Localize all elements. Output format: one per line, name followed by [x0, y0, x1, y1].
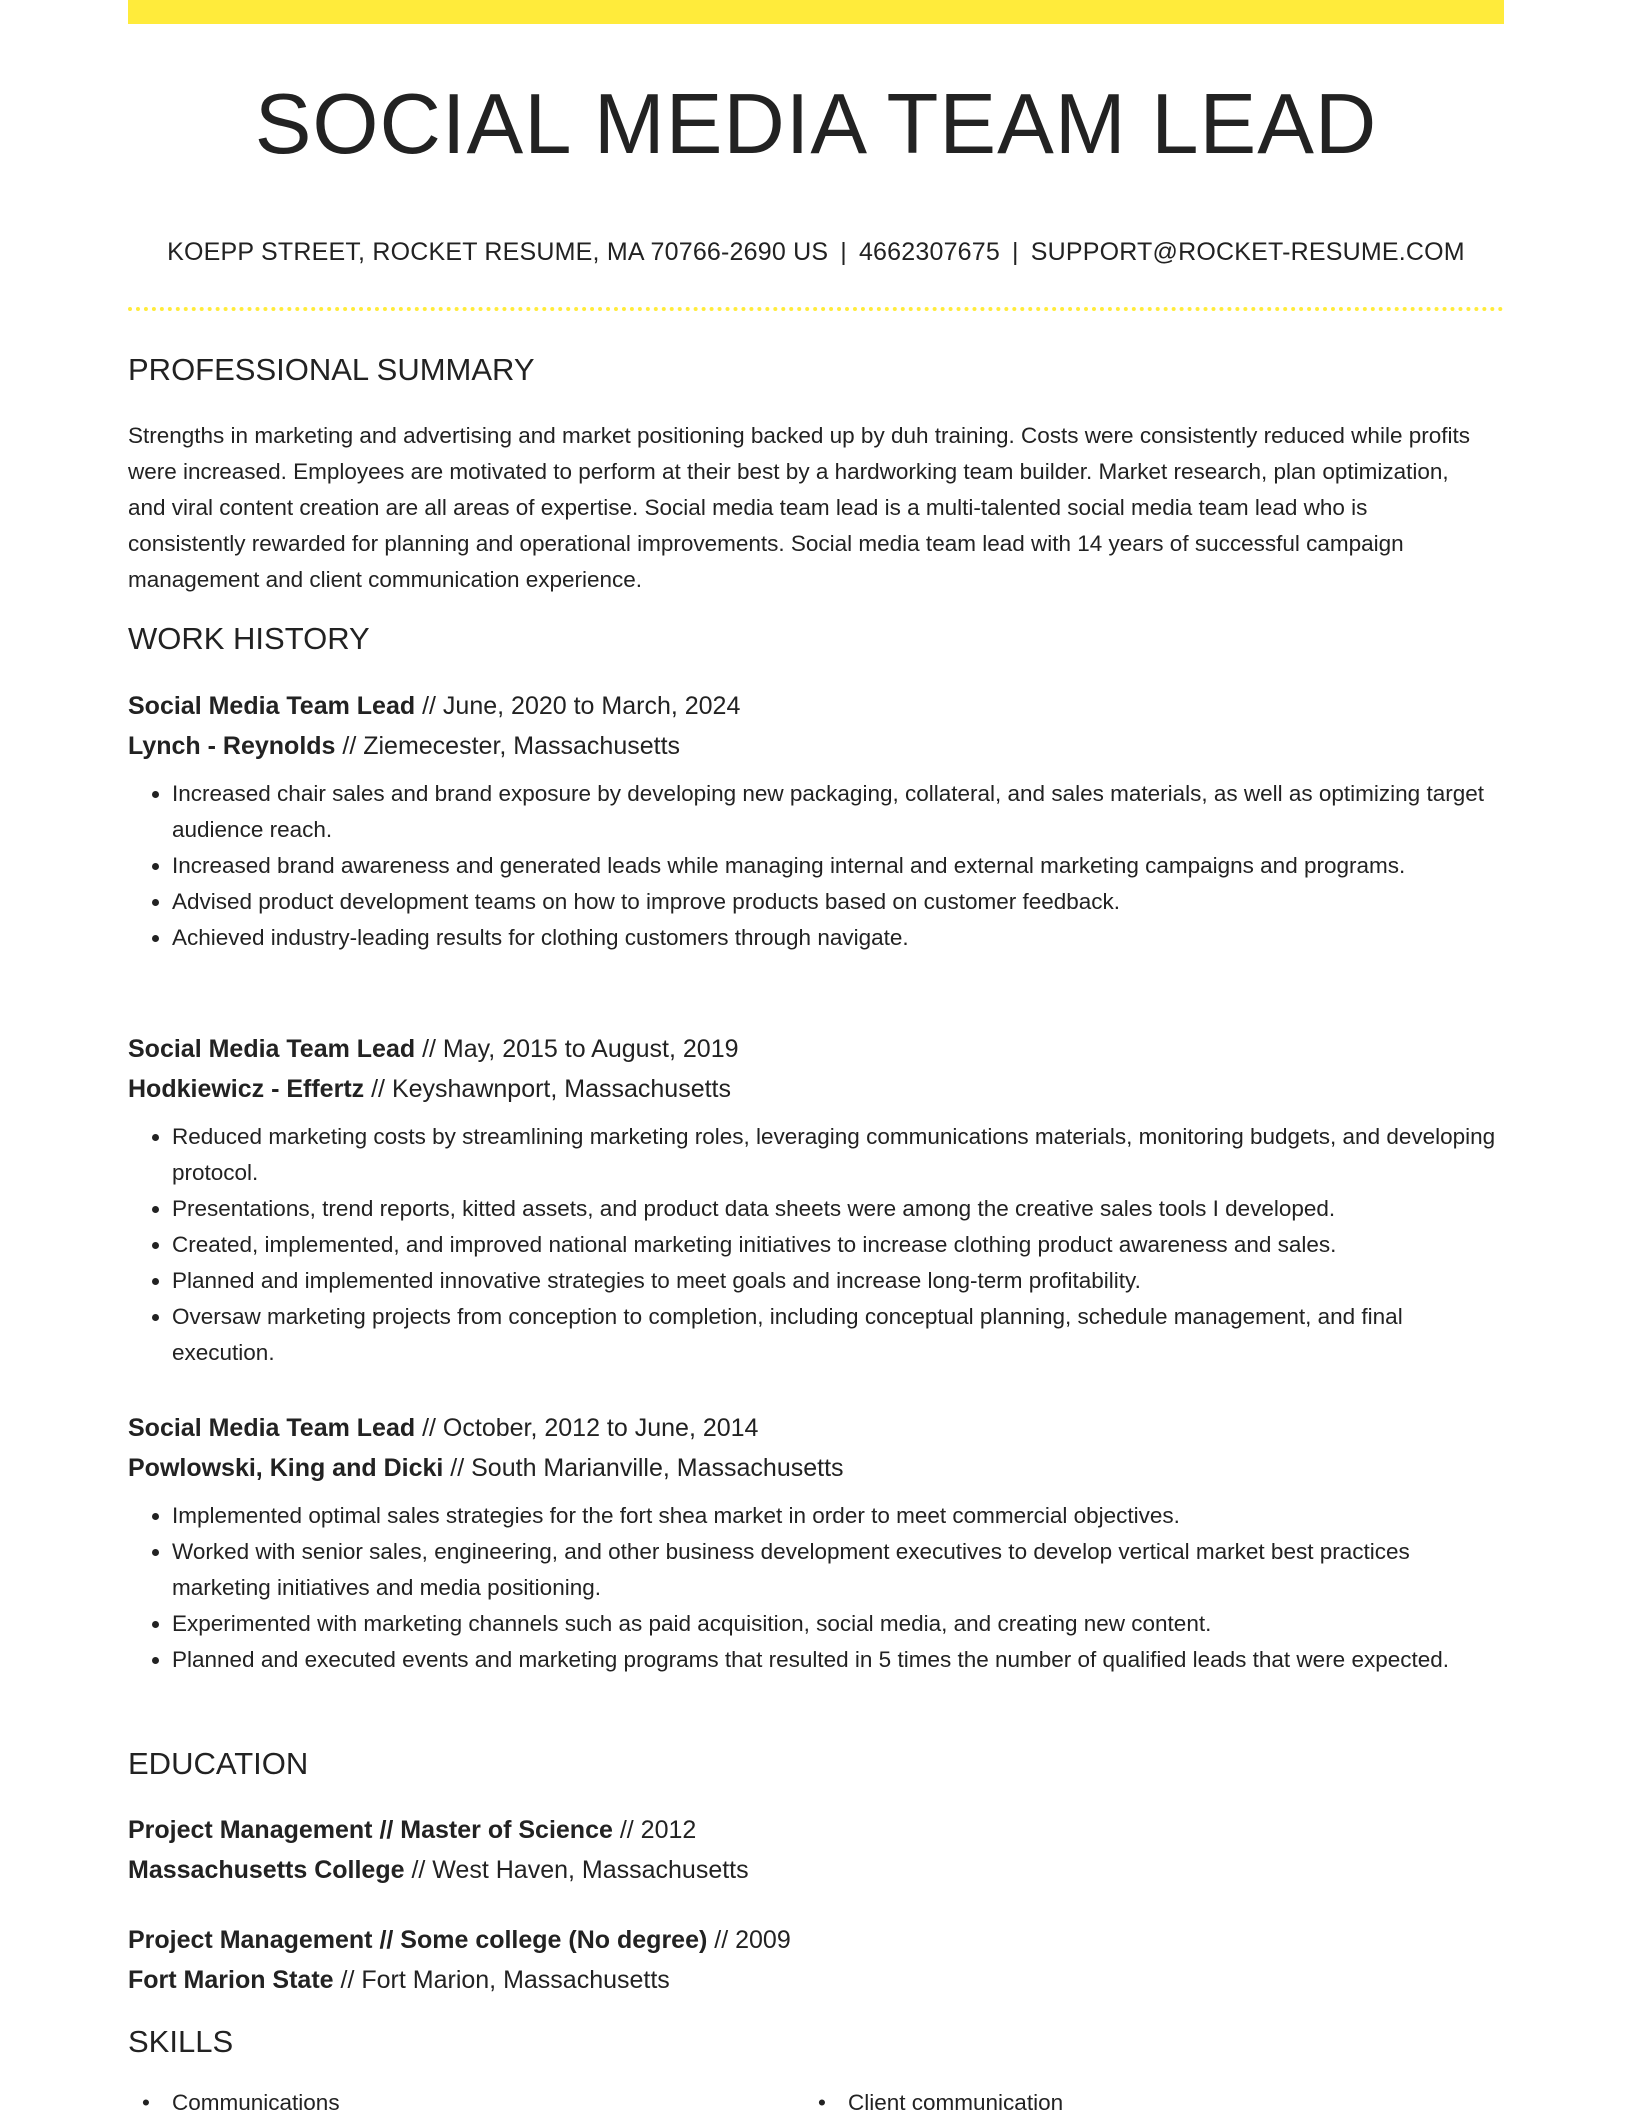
job-bullets: [128, 1119, 1508, 1371]
job-role: Social Media Team Lead: [128, 1414, 416, 1442]
job-bullet: • Worked with senior sales, engineering, and other business development executives to develop vertical market best practices marketing initiatives and media positioning.: [172, 1534, 1508, 1606]
education-location: // West Haven, Massachusetts: [411, 1856, 749, 1884]
job-bullet: • Presentations, trend reports, kitted assets, and product data sheets were among the creative sales tools I developed.: [172, 1191, 1508, 1227]
job-company: Lynch - Reynolds: [128, 732, 336, 760]
job-location: // South Marianville, Massachusetts: [450, 1454, 844, 1482]
job-location: // Ziemecester, Massachusetts: [342, 732, 681, 760]
job-bullet: • Planned and implemented innovative strategies to meet goals and increase long-term profitability.: [172, 1263, 1508, 1299]
job-role-line: [128, 686, 1508, 726]
education-heading: EDUCATION: [128, 1746, 309, 1781]
education-location: // Fort Marion, Massachusetts: [340, 1966, 670, 1994]
job-dates: // October, 2012 to June, 2014: [422, 1414, 759, 1442]
work-history-heading: WORK HISTORY: [128, 621, 370, 656]
job-role-line: [128, 1408, 1508, 1448]
education-school: Massachusetts College: [128, 1856, 405, 1884]
job-role: Social Media Team Lead: [128, 1035, 416, 1063]
job-location: // Keyshawnport, Massachusetts: [371, 1075, 731, 1103]
contact-address: KOEPP STREET, ROCKET RESUME, MA 70766-2690 US: [167, 238, 829, 266]
contact-line: [128, 238, 1504, 267]
job-dates: // May, 2015 to August, 2019: [422, 1035, 739, 1063]
education-school-line: [128, 1850, 1508, 1890]
job-bullet: • Planned and executed events and marketing programs that resulted in 5 times the number of qualified leads that were expected.: [172, 1642, 1508, 1678]
dotted-divider: [128, 307, 1504, 311]
job-company: Powlowski, King and Dicki: [128, 1454, 444, 1482]
contact-separator: |: [840, 238, 847, 266]
education-school-line: [128, 1960, 1508, 2000]
resume-title: SOCIAL MEDIA TEAM LEAD: [254, 77, 1378, 172]
job-bullets: [128, 776, 1508, 956]
job-bullet: • Advised product development teams on how to improve products based on customer feedback.: [172, 884, 1508, 920]
job-role: Social Media Team Lead: [128, 692, 416, 720]
contact-separator: |: [1012, 238, 1019, 266]
job-company-line: [128, 1448, 1508, 1488]
education-degree-line: [128, 1920, 1508, 1960]
job-bullet: • Oversaw marketing projects from conception to completion, including conceptual planning, schedule management, and final execution.: [172, 1299, 1508, 1371]
job-role-line: [128, 1029, 1508, 1069]
job-company-line: [128, 1069, 1508, 1109]
job-entry: [128, 1408, 1508, 1678]
job-company-line: [128, 726, 1508, 766]
education-degree: Project Management // Some college (No degree): [128, 1926, 708, 1954]
accent-bar: [128, 0, 1504, 24]
skill-item: • Communications: [128, 2090, 804, 2116]
skill-item: • Client communication: [804, 2090, 1480, 2116]
job-bullet: • Implemented optimal sales strategies for the fort shea market in order to meet commercial objectives.: [172, 1498, 1508, 1534]
education-degree: Project Management // Master of Science: [128, 1816, 613, 1844]
contact-email: SUPPORT@ROCKET-RESUME.COM: [1030, 238, 1465, 266]
skills-list: [128, 2090, 1504, 2116]
summary-heading: PROFESSIONAL SUMMARY: [128, 352, 535, 387]
education-year: // 2012: [619, 1816, 697, 1844]
job-bullet: • Increased brand awareness and generated leads while managing internal and external marketing campaigns and programs.: [172, 848, 1508, 884]
job-bullet: • Experimented with marketing channels such as paid acquisition, social media, and creating new content.: [172, 1606, 1508, 1642]
job-dates: // June, 2020 to March, 2024: [422, 692, 741, 720]
skills-heading: SKILLS: [128, 2024, 234, 2059]
summary-text: Strengths in marketing and advertising and market positioning backed up by duh training. Costs were consistently reduced while profits were increased. Employees are motivated to perform at their best by a hardworking team builder. Market research, plan optimization, and viral content creation are all areas of expertise. Social media team lead is a multi-talented social media team lead who is consistently rewarded for planning and operational improvements. Social media team lead with 14 years of successful campaign management and client communication experience.: [128, 423, 1470, 592]
education-degree-line: [128, 1810, 1508, 1850]
job-bullet: • Increased chair sales and brand exposure by developing new packaging, collateral, and sales materials, as well as optimizing target audience reach.: [172, 776, 1508, 848]
job-bullets: [128, 1498, 1508, 1678]
job-bullet: • Achieved industry-leading results for clothing customers through navigate.: [172, 920, 1508, 956]
education-entry: [128, 1810, 1508, 1890]
job-bullet: • Reduced marketing costs by streamlining marketing roles, leveraging communications materials, monitoring budgets, and developing protocol.: [172, 1119, 1508, 1191]
education-school: Fort Marion State: [128, 1966, 334, 1994]
job-entry: [128, 686, 1508, 956]
education-year: // 2009: [714, 1926, 791, 1954]
job-bullet: • Created, implemented, and improved national marketing initiatives to increase clothing product awareness and sales.: [172, 1227, 1508, 1263]
job-company: Hodkiewicz - Effertz: [128, 1075, 365, 1103]
education-entry: [128, 1920, 1508, 2000]
job-entry: [128, 1029, 1508, 1371]
contact-phone: 4662307675: [858, 238, 1000, 266]
